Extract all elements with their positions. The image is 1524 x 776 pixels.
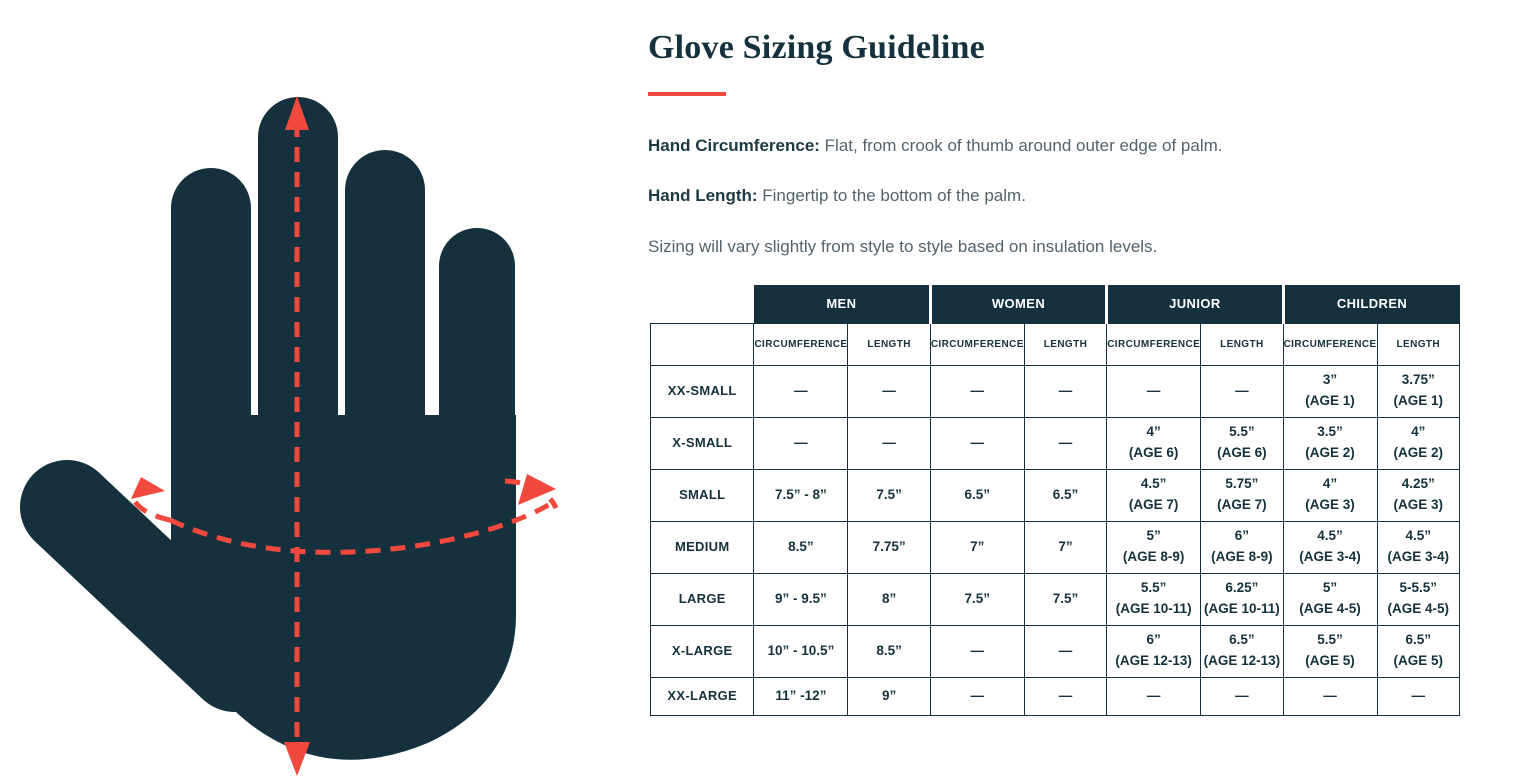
size-cell	[1024, 521, 1106, 573]
size-cell-age: (AGE 8-9)	[1211, 549, 1273, 564]
table-subheader-row	[651, 323, 1460, 365]
size-cell	[1107, 521, 1201, 573]
size-cell	[754, 521, 848, 573]
size-cell-value: 6”	[1234, 528, 1249, 544]
size-cell	[1201, 573, 1283, 625]
size-cell-value: —	[1235, 687, 1249, 703]
size-cell-age: (AGE 3)	[1305, 497, 1355, 512]
size-cell-value: 7”	[970, 538, 985, 554]
size-cell-age: (AGE 5)	[1305, 653, 1355, 668]
size-cell	[1283, 677, 1377, 715]
size-cell	[1201, 417, 1283, 469]
size-cell	[1283, 469, 1377, 521]
table-row	[651, 625, 1460, 677]
table-row	[651, 677, 1460, 715]
size-cell-value: —	[794, 434, 808, 450]
size-cell	[754, 573, 848, 625]
size-cell-value: 5.5”	[1229, 424, 1255, 440]
size-row-label: MEDIUM	[651, 521, 754, 573]
group-header-men: MEN	[754, 285, 930, 323]
size-cell-value: 6.5”	[1405, 632, 1432, 648]
size-cell	[930, 417, 1024, 469]
column-header-circumference: CIRCUMFERENCE	[1107, 323, 1201, 365]
column-header-circumference: CIRCUMFERENCE	[930, 323, 1024, 365]
size-cell-age: (AGE 7)	[1217, 497, 1267, 512]
column-header-length: LENGTH	[1377, 323, 1459, 365]
size-cell-value: 4”	[1411, 424, 1426, 440]
size-cell-age: (AGE 2)	[1393, 445, 1444, 460]
size-cell-value: —	[1058, 382, 1073, 398]
size-cell	[1283, 365, 1377, 417]
size-cell-value: —	[1058, 434, 1073, 450]
size-cell	[1107, 365, 1201, 417]
size-cell-value: 4.5”	[1140, 476, 1167, 492]
size-row-label: XX-SMALL	[651, 365, 754, 417]
size-cell-age: (AGE 3-4)	[1299, 549, 1361, 564]
hand-illustration	[0, 0, 620, 776]
hand-measurement-figure	[0, 0, 620, 776]
page-title: Glove Sizing Guideline	[648, 29, 985, 66]
table-corner-blank	[651, 285, 754, 323]
sizing-guide-content	[648, 0, 1460, 716]
size-cell-age: (AGE 7)	[1128, 497, 1179, 512]
sizing-table	[650, 285, 1460, 716]
size-row-label: LARGE	[651, 573, 754, 625]
size-cell	[754, 625, 848, 677]
size-cell-value: 5”	[1322, 580, 1338, 596]
size-cell	[1377, 365, 1459, 417]
size-cell-value: —	[1323, 687, 1337, 703]
size-cell-age: (AGE 3-4)	[1387, 549, 1450, 564]
size-cell	[1283, 625, 1377, 677]
size-cell-value: 10” - 10.5”	[767, 642, 835, 658]
size-cell-age: (AGE 10-11)	[1203, 601, 1280, 616]
size-cell	[1201, 625, 1283, 677]
size-cell-value: 7”	[1058, 538, 1073, 554]
size-cell-value: —	[970, 687, 985, 703]
size-cell	[848, 573, 930, 625]
table-row	[651, 469, 1460, 521]
size-cell	[754, 677, 848, 715]
size-cell-value: —	[1146, 687, 1161, 703]
group-header-children: CHILDREN	[1283, 285, 1459, 323]
size-cell-value: —	[970, 434, 985, 450]
table-row	[651, 365, 1460, 417]
size-cell	[1201, 677, 1283, 715]
size-cell	[848, 417, 930, 469]
hand-length-label: Hand Length:	[648, 186, 758, 205]
size-cell-age: (AGE 3)	[1393, 497, 1444, 512]
hand-circumference-label: Hand Circumference:	[648, 136, 820, 155]
size-cell-value: —	[794, 382, 808, 398]
size-cell	[1107, 573, 1201, 625]
size-cell	[1377, 573, 1459, 625]
size-cell	[848, 677, 930, 715]
column-header-length: LENGTH	[1024, 323, 1106, 365]
size-cell	[848, 521, 930, 573]
size-cell-value: 8”	[881, 590, 897, 606]
size-cell	[930, 573, 1024, 625]
size-cell	[1201, 521, 1283, 573]
size-cell-value: —	[882, 382, 896, 398]
size-cell-value: 4.5”	[1405, 528, 1432, 544]
table-row	[651, 573, 1460, 625]
size-cell	[754, 365, 848, 417]
table-row	[651, 521, 1460, 573]
hand-circumference-note	[648, 136, 1460, 156]
size-cell	[930, 469, 1024, 521]
size-cell-age: (AGE 12-13)	[1203, 653, 1281, 668]
size-cell-value: 5.5”	[1317, 632, 1343, 648]
size-row-label: X-LARGE	[651, 625, 754, 677]
size-cell-value: 6.5”	[1052, 486, 1079, 502]
group-header-junior: JUNIOR	[1107, 285, 1283, 323]
size-cell-value: —	[1058, 642, 1073, 658]
size-cell	[930, 521, 1024, 573]
table-group-header-row	[651, 285, 1460, 323]
size-row-label: XX-LARGE	[651, 677, 754, 715]
size-cell	[1283, 417, 1377, 469]
size-cell-age: (AGE 4-5)	[1387, 601, 1450, 616]
size-cell-value: 8.5”	[788, 538, 814, 554]
size-cell	[848, 469, 930, 521]
size-cell-value: 7.5”	[964, 590, 991, 606]
size-cell-value: —	[1411, 687, 1426, 703]
size-cell-value: 6”	[1146, 632, 1161, 648]
size-cell-value: 7.5”	[876, 486, 902, 502]
size-row-label: X-SMALL	[651, 417, 754, 469]
size-cell	[1107, 625, 1201, 677]
size-cell-age: (AGE 8-9)	[1122, 549, 1185, 564]
size-cell-age: (AGE 10-11)	[1115, 601, 1192, 616]
size-cell	[930, 677, 1024, 715]
size-cell-age: (AGE 5)	[1393, 653, 1444, 668]
column-header-length: LENGTH	[1201, 323, 1283, 365]
size-cell	[848, 365, 930, 417]
size-cell	[1377, 677, 1459, 715]
size-cell-value: 7.5” - 8”	[775, 486, 827, 502]
size-cell-value: 9” - 9.5”	[775, 590, 827, 606]
size-cell-value: 5.75”	[1225, 476, 1259, 492]
size-cell	[1283, 521, 1377, 573]
size-cell-value: 5”	[1146, 528, 1161, 544]
size-cell	[1024, 365, 1106, 417]
size-cell	[930, 365, 1024, 417]
size-cell-value: 6.5”	[964, 486, 991, 502]
size-cell	[1024, 417, 1106, 469]
size-cell-age: (AGE 12-13)	[1115, 653, 1192, 668]
size-cell	[1107, 469, 1201, 521]
size-cell	[1107, 677, 1201, 715]
group-header-women: WOMEN	[930, 285, 1106, 323]
size-cell-value: 7.5”	[1052, 590, 1079, 606]
size-cell	[1377, 469, 1459, 521]
size-cell-value: 6.25”	[1225, 580, 1259, 596]
size-cell-value: —	[882, 434, 896, 450]
size-cell-value: 4.25”	[1401, 476, 1435, 492]
hand-length-text: Fingertip to the bottom of the palm.	[757, 186, 1026, 205]
column-header-circumference: CIRCUMFERENCE	[754, 323, 848, 365]
size-cell	[1377, 521, 1459, 573]
hand-circumference-text: Flat, from crook of thumb around outer edge of palm.	[819, 136, 1223, 155]
size-cell	[1201, 469, 1283, 521]
column-header-length: LENGTH	[848, 323, 930, 365]
size-cell	[1201, 365, 1283, 417]
size-cell-value: —	[1235, 382, 1249, 398]
size-cell-value: —	[970, 642, 985, 658]
size-cell-age: (AGE 1)	[1305, 393, 1355, 408]
subheader-blank	[651, 323, 754, 365]
title-accent-rule	[648, 92, 726, 96]
arrowhead-down-icon	[284, 742, 310, 776]
size-cell-value: 11” -12”	[775, 687, 827, 703]
size-cell-value: —	[1146, 382, 1161, 398]
column-header-circumference: CIRCUMFERENCE	[1283, 323, 1377, 365]
size-cell	[1107, 417, 1201, 469]
hand-silhouette-icon	[67, 97, 516, 760]
size-cell-value: —	[970, 382, 985, 398]
size-cell-age: (AGE 6)	[1128, 445, 1179, 460]
size-row-label: SMALL	[651, 469, 754, 521]
sizing-table-body	[651, 365, 1460, 715]
size-cell-age: (AGE 1)	[1393, 393, 1444, 408]
size-cell-value: 3”	[1322, 372, 1338, 388]
size-cell-value: 3.75”	[1401, 372, 1435, 388]
size-cell	[848, 625, 930, 677]
size-cell-value: 6.5”	[1229, 632, 1255, 648]
size-cell	[1283, 573, 1377, 625]
size-cell	[1024, 573, 1106, 625]
size-cell	[754, 469, 848, 521]
size-cell	[1377, 625, 1459, 677]
size-cell-value: 7.75”	[872, 538, 906, 554]
hand-length-note	[648, 186, 1460, 206]
size-cell-value: 4”	[1322, 476, 1338, 492]
size-cell-value: 3.5”	[1317, 424, 1343, 440]
size-cell	[1024, 469, 1106, 521]
sizing-variance-note: Sizing will vary slightly from style to style based on insulation levels.	[648, 237, 1158, 256]
size-cell-value: 4”	[1146, 424, 1161, 440]
size-cell	[1024, 625, 1106, 677]
table-row	[651, 417, 1460, 469]
size-cell-value: 8.5”	[876, 642, 902, 658]
size-cell-age: (AGE 4-5)	[1299, 601, 1361, 616]
size-cell-value: 4.5”	[1317, 528, 1343, 544]
size-cell-value: —	[1058, 687, 1073, 703]
arrowhead-left-icon	[131, 477, 165, 499]
size-cell	[754, 417, 848, 469]
size-cell-value: 5-5.5”	[1399, 580, 1438, 596]
size-cell-age: (AGE 2)	[1305, 445, 1355, 460]
size-cell	[930, 625, 1024, 677]
size-cell-age: (AGE 6)	[1217, 445, 1267, 460]
size-cell	[1377, 417, 1459, 469]
size-cell-value: 5.5”	[1140, 580, 1167, 596]
size-cell	[1024, 677, 1106, 715]
size-cell-value: 9”	[881, 687, 897, 703]
